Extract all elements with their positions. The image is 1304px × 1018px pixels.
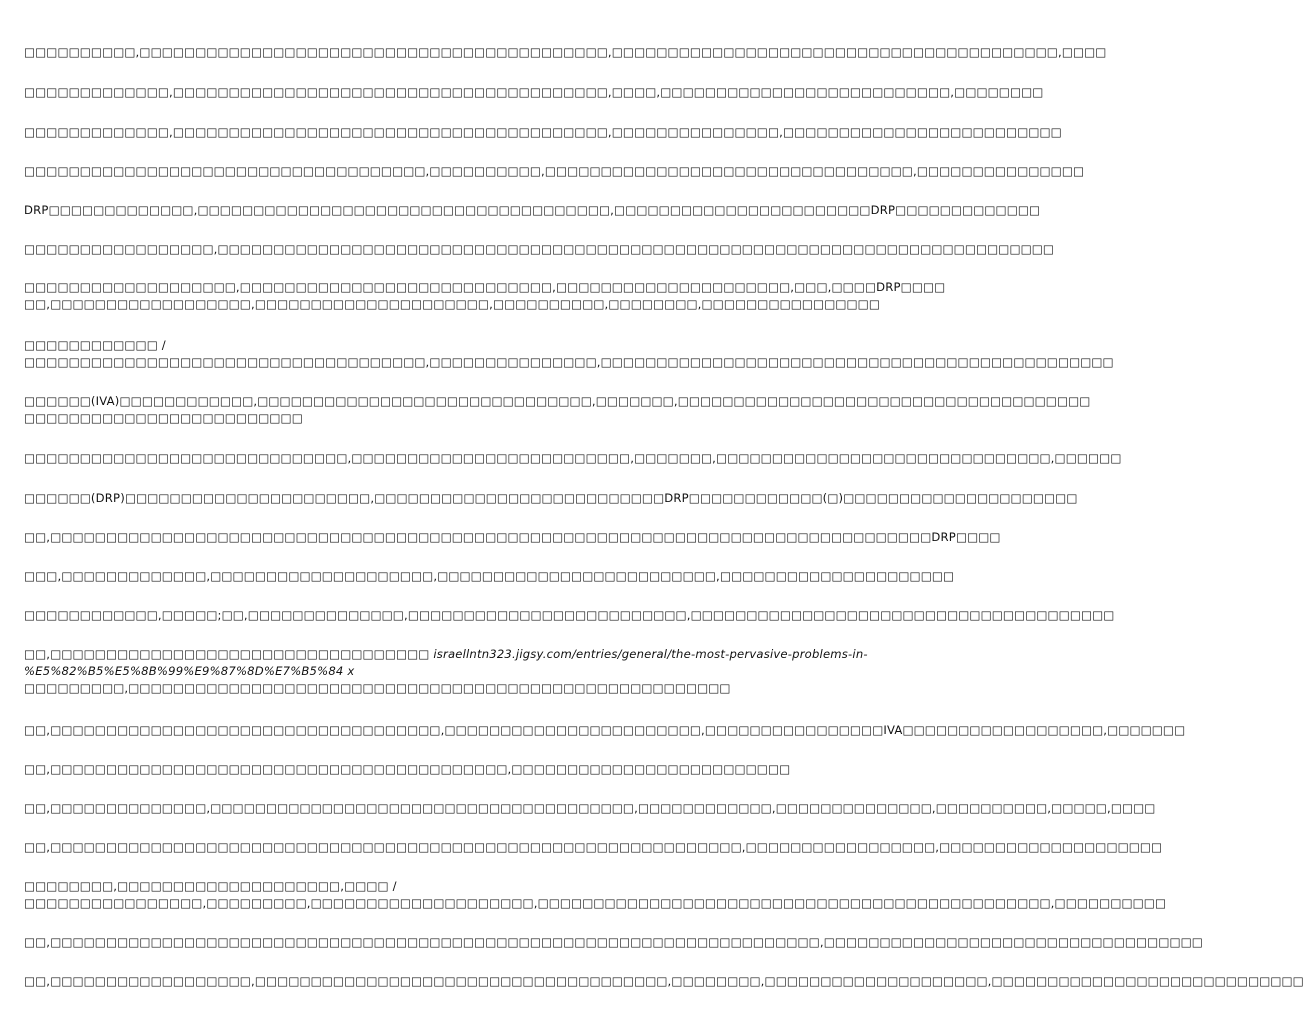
paragraph-12: □□,□□□□□□□□□□□□□□□□□□□□□□□□□□□□□□□□□□□□□□□□□□□□□□□□□□□□□□□□□□□□□□□□□□□□□□□□□□□□□□□DRP□□□□ xyxy=(24,530,1001,544)
paragraph-14: □□□□□□□□□□□□,□□□□□;□□,□□□□□□□□□□□□□□,□□□□□□□□□□□□□□□□□□□□□□□□□,□□□□□□□□□□□□□□□□□□□□□□□□□□□□□□□□□□□□□□ xyxy=(24,608,1115,622)
paragraph-15: □□,□□□□□□□□□□□□□□□□□□□□□□□□□□□□□□□□□□ israellntn323.jigsy.com/entries/general/the-most-pervasive-problems-in- %E5%82%B5%E5%8B%99%E9%87%8D%E7%B5%84 x □□□□□□□□□,□□□□□□□□□□□□□□□□□□□□□□□□□□□□□□□□□□□□□□□□□□□□□□□□□□□□□□ xyxy=(24,647,868,695)
paragraph-9: □□□□□□(IVA)□□□□□□□□□□□□,□□□□□□□□□□□□□□□□□□□□□□□□□□□□□□,□□□□□□□,□□□□□□□□□□□□□□□□□□□□□□□□□□□□□□□□□□□□□ □□□□□□□□□□□□□□□□□□□□□□□□□ xyxy=(24,394,1091,425)
paragraph-10: □□□□□□□□□□□□□□□□□□□□□□□□□□□□□,□□□□□□□□□□□□□□□□□□□□□□□□□,□□□□□□□,□□□□□□□□□□□□□□□□□□□□□□□□□□□□□□,□□□□□□ xyxy=(24,451,1122,465)
paragraph-22: □□,□□□□□□□□□□□□□□□□□□,□□□□□□□□□□□□□□□□□□□□□□□□□□□□□□□□□□□□□,□□□□□□□□,□□□□□□□□□□□□□□□□□□□□,□□□□□□□□□□□□□□□□□□□□□□□□□□□□ xyxy=(24,974,1304,988)
paragraph-3: □□□□□□□□□□□□□,□□□□□□□□□□□□□□□□□□□□□□□□□□□□□□□□□□□□□□□,□□□□□□□□□□□□□□□,□□□□□□□□□□□□□□□□□□□□□□□□□ xyxy=(24,125,1062,139)
paragraph-21: □□,□□□□□□□□□□□□□□□□□□□□□□□□□□□□□□□□□□□□□□□□□□□□□□□□□□□□□□□□□□□□□□□□□□□□□,□□□□□□□□□□□□□□□□□□□□□□□□□□□□□□□□□□ xyxy=(24,935,1203,949)
entry-link-continuation[interactable]: %E5%82%B5%E5%8B%99%E9%87%8D%E7%B5%84 x xyxy=(24,664,355,678)
paragraph-6: □□□□□□□□□□□□□□□□□,□□□□□□□□□□□□□□□□□□□□□□□□□□□□□□□□□□□□□□□□□□□□□□□□□□□□□□□□□□□□□□□□□□□□□□□□□□□ xyxy=(24,242,1055,256)
paragraph-20: □□□□□□□□,□□□□□□□□□□□□□□□□□□□□,□□□□ / □□□□□□□□□□□□□□□□,□□□□□□□□□,□□□□□□□□□□□□□□□□□□□□,□□□□□□□□□□□□□□□□□□□□□□□□□□□□□□□□□□□□□□□□□□□□□□,□□□□□□□□□□ xyxy=(24,879,1167,910)
paragraph-19: □□,□□□□□□□□□□□□□□□□□□□□□□□□□□□□□□□□□□□□□□□□□□□□□□□□□□□□□□□□□□□□□□,□□□□□□□□□□□□□□□□□,□□□□□□□□□□□□□□□□□□□□ xyxy=(24,840,1163,854)
entry-link[interactable]: israellntn323.jigsy.com/entries/general/the-most-pervasive-problems-in- xyxy=(433,647,868,661)
paragraph-1: □□□□□□□□□□,□□□□□□□□□□□□□□□□□□□□□□□□□□□□□□□□□□□□□□□□□□,□□□□□□□□□□□□□□□□□□□□□□□□□□□□□□□□□□□□□□□□,□□□□ xyxy=(24,45,1107,59)
paragraph-4: □□□□□□□□□□□□□□□□□□□□□□□□□□□□□□□□□□□□,□□□□□□□□□□,□□□□□□□□□□□□□□□□□□□□□□□□□□□□□□□□□,□□□□□□□□□□□□□□□ xyxy=(24,164,1085,178)
paragraph-8: □□□□□□□□□□□□ / □□□□□□□□□□□□□□□□□□□□□□□□□□□□□□□□□□□□,□□□□□□□□□□□□□□□,□□□□□□□□□□□□□□□□□□□□□□□□□□□□□□□□□□□□□□□□□□□□□□ xyxy=(24,338,1114,369)
paragraph-11: □□□□□□(DRP)□□□□□□□□□□□□□□□□□□□□□□,□□□□□□□□□□□□□□□□□□□□□□□□□□DRP□□□□□□□□□□□□(□)□□□□□□□□□□□□□□□□□□□□□ xyxy=(24,491,1078,505)
paragraph-16: □□,□□□□□□□□□□□□□□□□□□□□□□□□□□□□□□□□□□□,□□□□□□□□□□□□□□□□□□□□□□□,□□□□□□□□□□□□□□□□IVA□□□□□□□□□□□□□□□□□□,□□□□□□□ xyxy=(24,723,1186,737)
paragraph-17: □□,□□□□□□□□□□□□□□□□□□□□□□□□□□□□□□□□□□□□□□□□□,□□□□□□□□□□□□□□□□□□□□□□□□□ xyxy=(24,762,791,776)
paragraph-7: □□□□□□□□□□□□□□□□□□□,□□□□□□□□□□□□□□□□□□□□□□□□□□□□,□□□□□□□□□□□□□□□□□□□□□,□□□,□□□□DRP□□□□ □□,□□□□□□□□□□□□□□□□□□,□□□□□□□□□□□□□□□□□□□□□,□□□□□□□□□□,□□□□□□□□,□□□□□□□□□□□□□□□□ xyxy=(24,280,946,311)
paragraph-13: □□□,□□□□□□□□□□□□□,□□□□□□□□□□□□□□□□□□□□,□□□□□□□□□□□□□□□□□□□□□□□□□,□□□□□□□□□□□□□□□□□□□□□ xyxy=(24,569,955,583)
paragraph-18: □□,□□□□□□□□□□□□□□,□□□□□□□□□□□□□□□□□□□□□□□□□□□□□□□□□□□□□□,□□□□□□□□□□□□,□□□□□□□□□□□□□□,□□□□□□□□□□,□□□□□,□□□□ xyxy=(24,801,1156,815)
paragraph-2: □□□□□□□□□□□□□,□□□□□□□□□□□□□□□□□□□□□□□□□□□□□□□□□□□□□□□,□□□□,□□□□□□□□□□□□□□□□□□□□□□□□□□,□□□□□□□□ xyxy=(24,85,1044,99)
paragraph-5: DRP□□□□□□□□□□□□□,□□□□□□□□□□□□□□□□□□□□□□□□□□□□□□□□□□□□□,□□□□□□□□□□□□□□□□□□□□□□□DRP□□□□□□□□□□□□□ xyxy=(24,203,1041,217)
